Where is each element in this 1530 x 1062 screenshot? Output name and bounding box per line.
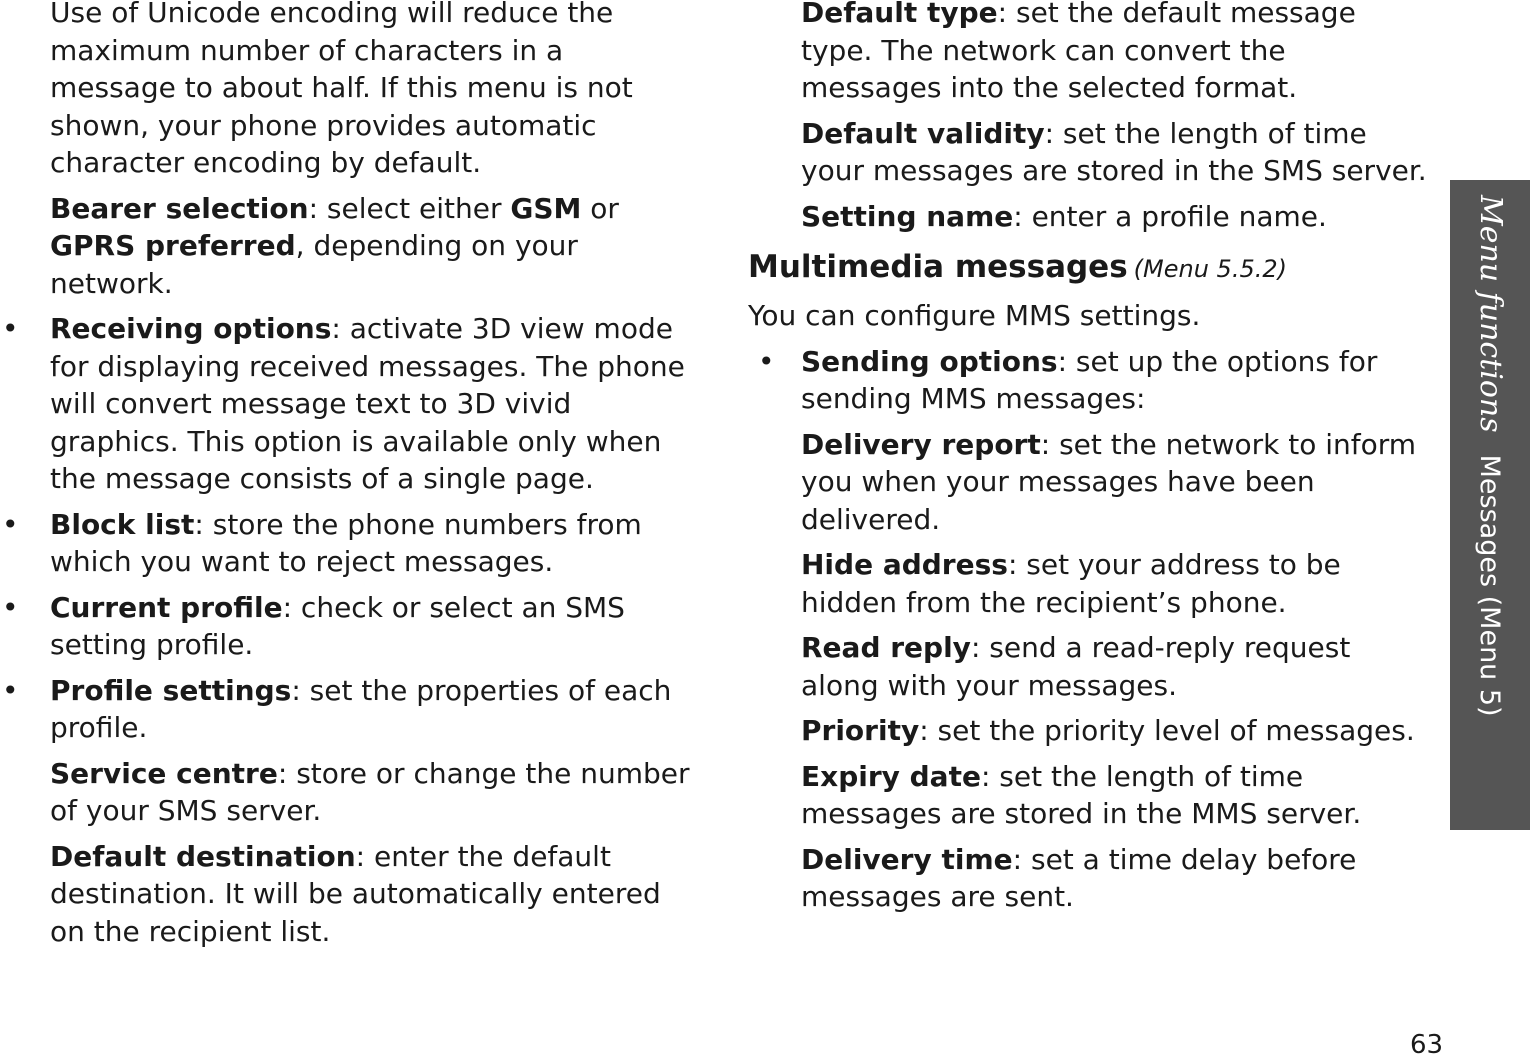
item-term: Bearer selection <box>50 191 309 225</box>
item-text: : enter the default destination. It will be automatically entered on the recipient list. <box>50 839 661 948</box>
item-term: Read reply <box>801 631 971 664</box>
sub-item-delivery-report <box>748 426 1428 539</box>
side-tab-title: Menu functions <box>1473 195 1508 433</box>
item-text: : set the network to inform you when your messages have been delivered. <box>801 427 1417 536</box>
sub-item-default-validity <box>748 115 1428 190</box>
heading-title: Multimedia messages <box>748 249 1128 285</box>
item-term: Default destination <box>50 839 356 873</box>
bullet-current-profile <box>2 589 690 664</box>
sub-item-default-type <box>748 0 1428 107</box>
item-term: Delivery time <box>801 842 1013 876</box>
item-text: : set the properties of each profile. <box>50 673 672 744</box>
page-number: 63 <box>1410 1030 1444 1060</box>
item-term: Service centre <box>50 756 278 790</box>
sub-item-service-centre <box>50 755 690 830</box>
sub-item-read-reply <box>748 629 1428 704</box>
item-term: Current profile <box>50 590 283 624</box>
bullet-icon: • <box>758 344 775 378</box>
item-text: : check or select an SMS setting profile. <box>50 590 625 661</box>
item-term: Expiry date <box>801 759 981 793</box>
heading-menu-ref: (Menu 5.5.2) <box>1133 255 1287 283</box>
right-column <box>748 0 1428 924</box>
sub-item-delivery-time <box>748 841 1428 916</box>
item-term: Profile settings <box>50 673 292 707</box>
bullet-icon: • <box>2 312 19 345</box>
item-text: : set the priority level of messages. <box>919 714 1415 747</box>
bullet-receiving-options <box>2 310 690 498</box>
item-term: Priority <box>801 714 920 747</box>
intro-paragraph: Use of Unicode encoding will reduce the maximum number of characters in a message to about half. If this menu is not shown, your phone provides automatic character encoding by default. <box>50 0 633 179</box>
item-text: : store the phone numbers from which you want to reject messages. <box>50 507 642 578</box>
item-text: : set up the options for sending MMS messages: <box>801 344 1378 415</box>
bullet-icon: • <box>2 673 19 707</box>
item-text: : set the length of time your messages are stored in the SMS server. <box>801 116 1427 187</box>
item-text: : activate 3D view mode for displaying received messages. The phone will convert message text to 3D vivid graphics. This option is available only when the message consists of a single page. <box>50 312 685 495</box>
side-tab-subtitle: Messages (Menu 5) <box>1474 454 1505 717</box>
item-text: : set the length of time messages are stored in the MMS server. <box>801 759 1362 830</box>
item-term: Default validity <box>801 116 1045 150</box>
sub-item-default-destination <box>50 838 690 951</box>
bullet-sending-options <box>748 343 1428 418</box>
item-text: : select either <box>308 191 511 225</box>
item-text: : set the default message type. The network can convert the messages into the selected format. <box>801 0 1356 104</box>
bearer-selection-item <box>50 190 690 303</box>
bullet-profile-settings <box>2 672 690 747</box>
item-term: Setting name <box>801 199 1014 233</box>
bullet-icon: • <box>2 507 19 541</box>
left-column <box>2 0 690 958</box>
item-term: Hide address <box>801 548 1008 581</box>
gprs-option: GPRS preferred <box>50 229 296 262</box>
bullet-icon: • <box>2 590 19 624</box>
bullet-block-list <box>2 506 690 581</box>
gsm-option: GSM <box>510 191 582 225</box>
item-term: Default type <box>801 0 998 29</box>
side-tab-label <box>1468 195 1511 717</box>
sub-item-priority <box>748 712 1428 750</box>
section-heading-multimedia-messages <box>748 247 1428 289</box>
item-text: : set your address to be hidden from the recipient’s phone. <box>801 548 1341 619</box>
item-text: : set a time delay before messages are sent. <box>801 842 1357 913</box>
item-term: Block list <box>50 507 195 541</box>
sub-item-hide-address <box>748 546 1428 621</box>
item-text: : send a read-reply request along with your messages. <box>801 631 1351 702</box>
section-intro: You can configure MMS settings. <box>748 299 1201 332</box>
item-term: Receiving options <box>50 312 332 345</box>
item-text: : enter a profile name. <box>1013 199 1327 233</box>
sub-item-setting-name <box>748 198 1428 236</box>
item-text: : store or change the number of your SMS server. <box>50 756 690 827</box>
item-text: or <box>581 191 619 225</box>
sub-item-expiry-date <box>748 758 1428 833</box>
item-term: Delivery report <box>801 427 1041 461</box>
item-text: , depending on your network. <box>50 229 578 300</box>
item-term: Sending options <box>801 344 1058 378</box>
